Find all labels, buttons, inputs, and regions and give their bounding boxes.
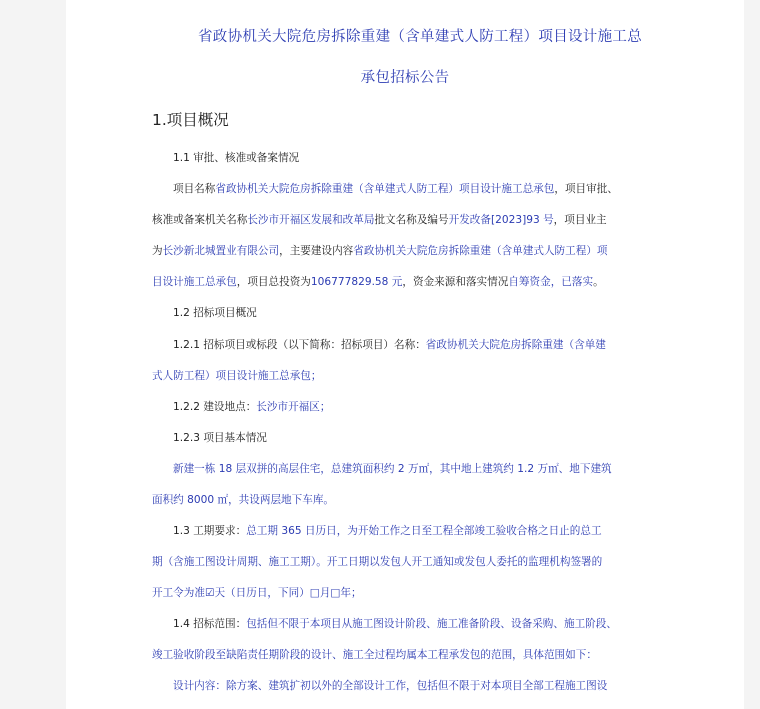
text-funding-value: 自筹资金，已落实 — [508, 276, 594, 288]
subsection-heading-basic-info: 1.2.3 项目基本情况 — [173, 432, 267, 444]
document-title-line-1: 省政协机关大院危房拆除重建（含单建式人防工程）项目设计施工总 — [198, 29, 642, 45]
text-scope-value: 包括但不限于本项目从施工图设计阶段、施工准备阶段、设备采购、施工阶段、 — [246, 618, 617, 630]
text-document-label: 批文名称及编号 — [374, 214, 449, 226]
paragraph-basic-info-line-1: 新建一栋 18 层双拼的高层住宅，总建筑面积约 2 万㎡，其中地上建筑约 1.2 万㎡、地下建筑 — [173, 463, 612, 475]
text-investment-value: 106777829.58 元 — [310, 276, 403, 288]
paragraph-tender-name-line-1 — [173, 337, 606, 353]
text-content-label: ，主要建设内容 — [279, 245, 354, 257]
text-location-value: 长沙市开福区； — [256, 401, 331, 413]
text-content-value-cont: 目设计施工总承包 — [152, 276, 237, 288]
paragraph-scope-line-3: 设计内容：除方案、建筑扩初以外的全部设计工作，包括但不限于对本项目全部工程施工图设 — [173, 680, 608, 692]
text-tender-name-label: 1.2.1 招标项目或标段（以下简称：招标项目）名称： — [173, 339, 426, 351]
text-funding-label: ，资金来源和落实情况 — [402, 276, 509, 288]
document-page — [66, 0, 744, 709]
text-location-label: 1.2.2 建设地点： — [173, 401, 257, 413]
document-title-line-2: 承包招标公告 — [360, 70, 450, 86]
paragraph-approval-line-4 — [152, 274, 604, 290]
text-tender-name-value: 省政协机关大院危房拆除重建（含单建 — [425, 339, 606, 351]
paragraph-schedule-line-1 — [173, 523, 602, 539]
text-tender-name-value-cont: 式人防工程）项目设计施工总承包； — [152, 370, 322, 382]
section-heading-project-overview: 1.项目概况 — [152, 111, 229, 129]
text-document-number: 开发改备[2023]93 号 — [448, 214, 554, 226]
text-schedule-label: 1.3 工期要求： — [173, 525, 247, 537]
paragraph-basic-info-line-2: 面积约 8000 ㎡，共设两层地下车库。 — [152, 494, 335, 506]
text-scope-label: 1.4 招标范围： — [173, 618, 247, 630]
text-period: 。 — [593, 276, 604, 288]
paragraph-approval-line-2 — [152, 212, 607, 228]
paragraph-tender-name-line-2 — [152, 368, 322, 384]
text-project-name-value: 省政协机关大院危房拆除重建（含单建式人防工程）项目设计施工总承包 — [215, 183, 555, 195]
text-authority-label: 核准或备案机关名称 — [152, 214, 248, 226]
text-owner-value: 长沙新北城置业有限公司 — [162, 245, 280, 257]
text-content-value: 省政协机关大院危房拆除重建（含单建式人防工程）项 — [353, 245, 608, 257]
paragraph-schedule-line-3: 开工令为准☑天（日历日，下同）□月□年； — [152, 587, 362, 599]
text-owner-label: ，项目业主 — [553, 214, 607, 226]
text-owner-prefix: 为 — [152, 245, 163, 257]
text-authority-value: 长沙市开福区发展和改革局 — [247, 214, 375, 226]
paragraph-schedule-line-2: 期（含施工图设计周期、施工工期）。开工日期以发包人开工通知或发包人委托的监理机构签署的 — [152, 556, 603, 568]
text-investment-label: ，项目总投资为 — [236, 276, 311, 288]
text-project-name-label: 项目名称 — [173, 183, 216, 195]
text-schedule-value: 总工期 365 日历日，为开始工作之日至工程全部竣工验收合格之日止的总工 — [246, 525, 602, 537]
subsection-heading-approval: 1.1 审批、核准或备案情况 — [173, 152, 300, 164]
paragraph-approval-line-1 — [173, 181, 618, 197]
paragraph-scope-line-1 — [173, 616, 617, 632]
subsection-heading-tender-overview: 1.2 招标项目概况 — [173, 307, 257, 319]
text-approval-label: ，项目审批、 — [554, 183, 618, 195]
paragraph-approval-line-3 — [152, 243, 608, 259]
paragraph-location — [173, 399, 330, 415]
paragraph-scope-line-2: 竣工验收阶段至缺陷责任期阶段的设计、施工全过程均属本工程承发包的范围，具体范围如下： — [152, 649, 597, 661]
